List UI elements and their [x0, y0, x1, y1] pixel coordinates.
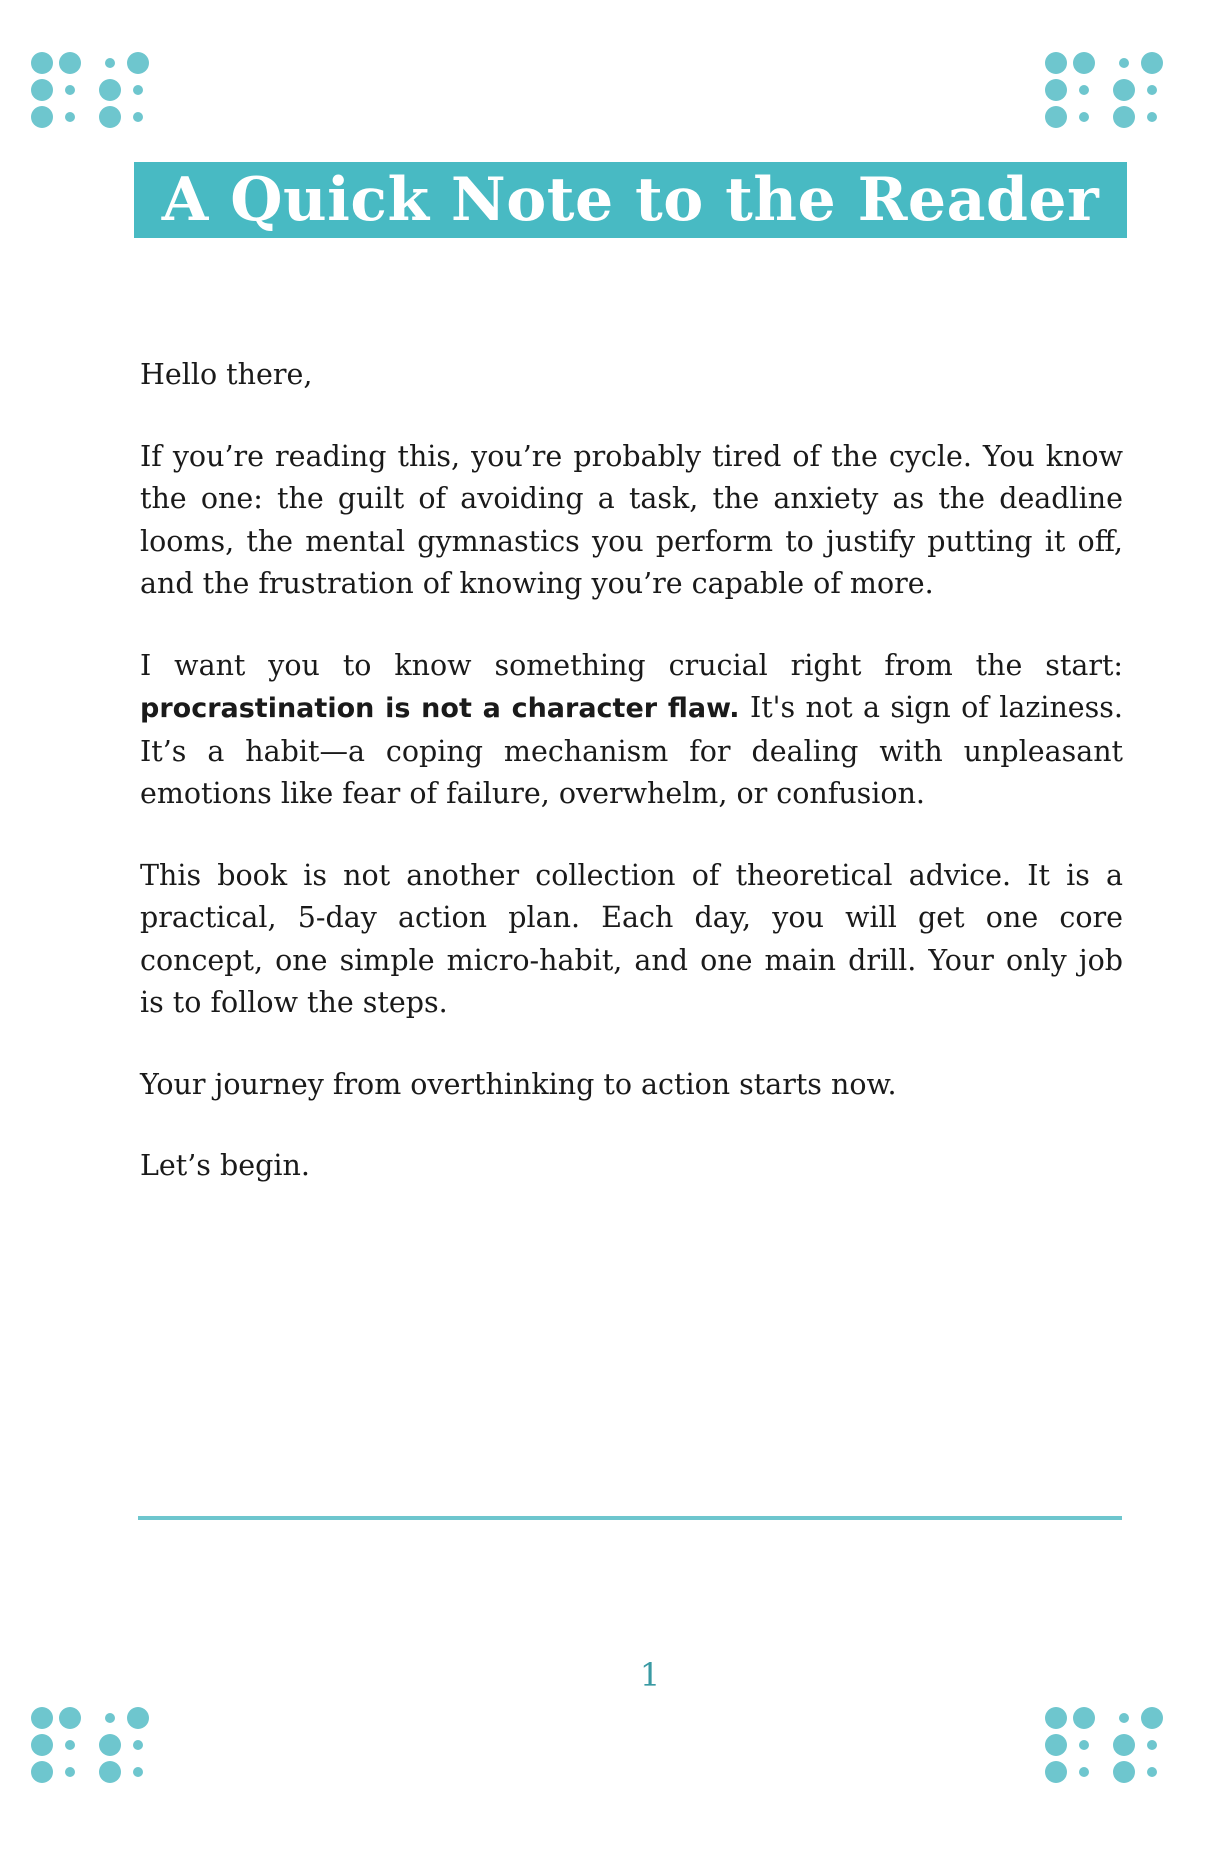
dot-pattern-icon — [1044, 1700, 1194, 1810]
greeting: Hello there, — [140, 358, 313, 391]
paragraph-2-intro: I want you to know something crucial right from the start: — [140, 648, 1123, 682]
paragraph-2-rest: It's not a sign of laziness. It’s a habit—a coping mechanism for dealing with unpleasant emotions like fear of failure, overwhelm, or confusion. — [140, 691, 1123, 810]
paragraph-2 — [140, 645, 1123, 816]
paragraph-5: Let’s begin. — [140, 1149, 310, 1182]
page-number: 1 — [639, 1656, 661, 1694]
paragraph-2-bold-phrase: procrastination is not a character flaw. — [140, 693, 740, 724]
paragraph-1: If you’re reading this, you’re probably tired of the cycle. You know the one: the guilt of avoiding a task, the anxiety as the deadline looms, the mental gymnastics you perform to justify putting it off, and the frustration of knowing you’re capable of more. — [140, 439, 1123, 600]
divider — [138, 1516, 1122, 1520]
dot-pattern-icon — [1044, 45, 1194, 155]
dot-pattern-icon — [30, 45, 180, 155]
body-text — [140, 354, 1123, 1227]
paragraph-3: This book is not another collection of theoretical advice. It is a practical, 5-day action plan. Each day, you will get one core concept, one simple micro-habit, and one main drill. Your only job is to follow the steps. — [140, 858, 1123, 1019]
page-title: A Quick Note to the Reader — [134, 162, 1127, 238]
paragraph-4: Your journey from overthinking to action starts now. — [140, 1067, 897, 1101]
dot-pattern-icon — [30, 1700, 180, 1810]
